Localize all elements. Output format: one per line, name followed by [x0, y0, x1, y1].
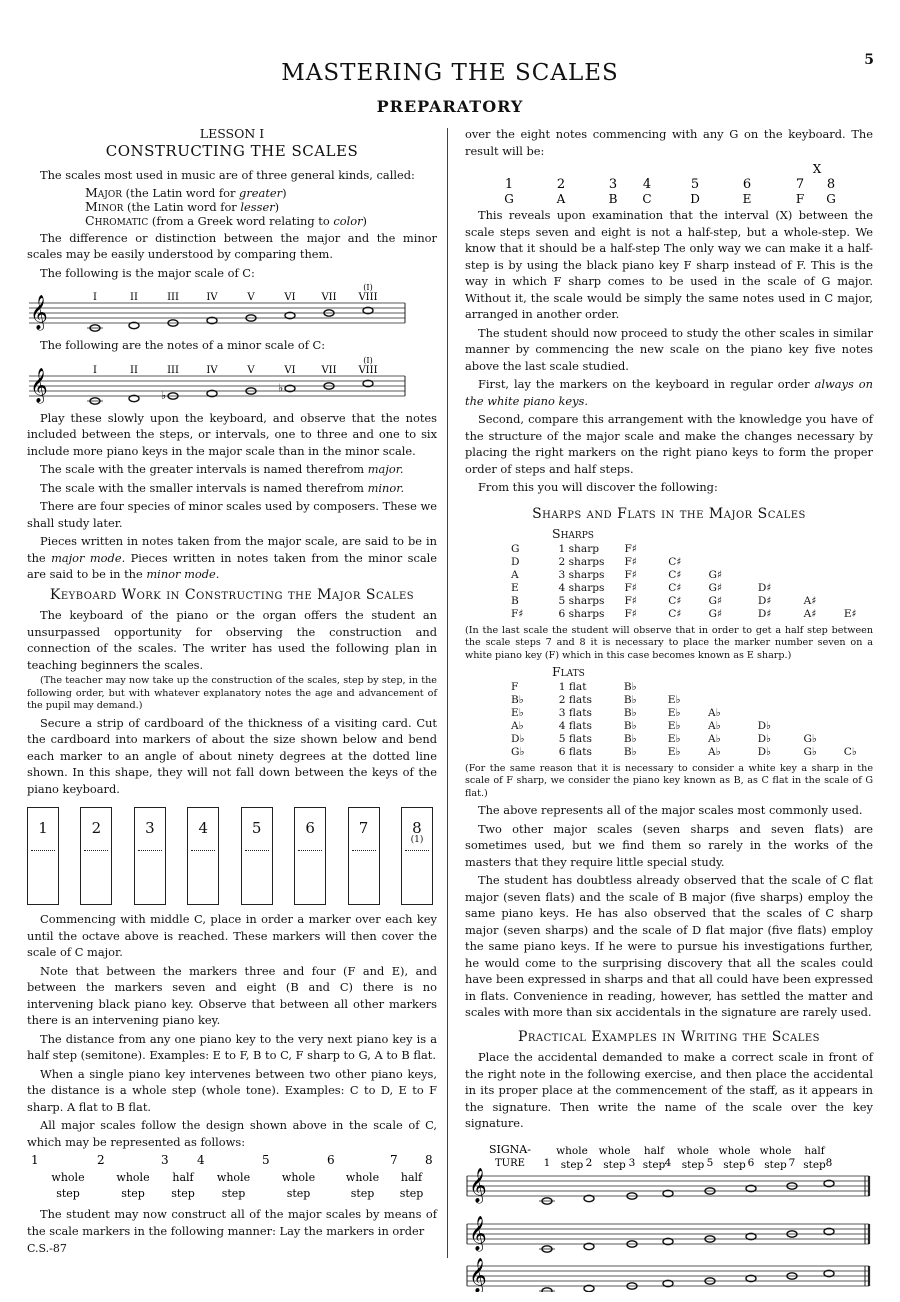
difference-paragraph: The difference or distinction between the major and the minor scales may be easily understood by comparing them. [27, 230, 437, 261]
g-scale-number: 4 [642, 177, 652, 192]
single-key-paragraph: When a single piano key intervenes between two other piano keys, the distance is a whole step (whole tone). Examples: C to D, E to F sharp. A flat to B flat. [27, 1066, 437, 1114]
sharps-label: Sharps [552, 526, 594, 541]
flat-icon: ♭ [161, 388, 167, 402]
flat-icon: ♭ [278, 381, 284, 394]
scale-marker: 1 [27, 807, 59, 905]
first-paragraph: First, lay the markers on the keyboard in regular order always on the white piano keys. [465, 377, 873, 408]
g-scale-note: G [504, 192, 514, 205]
design-step-word: step [171, 1187, 195, 1200]
pieces-paragraph: Pieces written in notes taken from the major scale, are said to be in the major mode. Pieces written in notes taken from the minor scale are said to be in the minor mode. [27, 534, 437, 581]
sharps-flats-heading: Sharps and Flats in the Major Scales [532, 505, 806, 522]
following-minor-paragraph: The following are the notes of a minor scale of C: [40, 338, 326, 352]
design-number: 1 [31, 1153, 39, 1167]
degree-label: I [93, 292, 97, 303]
treble-clef-icon: 𝄞 [469, 1215, 487, 1251]
flats-note: (For the same reason that it is necessary to consider a white key a sharp in the scale of F sharp, we consider the piano key known as B, as C flat in the scale of G flat.) [465, 762, 873, 799]
key-signature-row: F 1 flat B♭ [511, 680, 637, 693]
signature-label: TURE [495, 1157, 525, 1169]
g-scale-note: E [742, 192, 752, 205]
design-number: 3 [161, 1153, 169, 1167]
play-paragraph: Play these slowly upon the keyboard, and observe that the notes included between the steps, or intervals, one to three and one to six include more piano keys in the major scale than in the minor scale. [27, 410, 437, 458]
from-paragraph: From this you will discover the following: [478, 480, 718, 494]
note-paragraph: Note that between the markers three and four (F and E), and between the markers seven and eight (B and C) there is no intervening black piano key. Observe that between all other markers there is an intervening piano key. [27, 963, 437, 1027]
teacher-note: (The teacher may now take up the construction of the scales, step by step, in the following order, but with whatever explanatory notes the age and advancement of the pupil may demand.) [27, 675, 437, 711]
degree-label: III [167, 292, 179, 303]
exercise-step-word: half [804, 1144, 825, 1157]
scale-marker: 7 [348, 807, 380, 905]
secure-paragraph: Secure a strip of cardboard of the thickness of a visiting card. Cut the cardboard into markers of about the size shown below and bend each marker to an angle of about ninety degrees at the dotted line shown. In this shape, they will not fall down between the keys of the piano keyboard. [27, 715, 437, 796]
all-major-paragraph: All major scales follow the design shown above in the scale of C, which may be represented as follows: [27, 1118, 437, 1149]
design-number: 5 [262, 1153, 270, 1167]
second-paragraph: Second, compare this arrangement with the knowledge you have of the structure of the major scale and make the changes necessary by placing the right markers on the right piano keys to form the proper order of steps and half steps. [465, 412, 873, 476]
scale-markers [27, 807, 433, 905]
degree-label: IV [206, 292, 218, 303]
scale-marker: 3 [134, 807, 166, 905]
g-scale-note: F [795, 192, 805, 205]
page-number: 5 [864, 52, 874, 68]
treble-clef-icon: 𝄞 [30, 367, 48, 403]
design-step-word: whole [216, 1171, 251, 1184]
g-scale-number: 3 [608, 177, 618, 192]
scale-marker: 2 [80, 807, 112, 905]
viii-paren: (I) [363, 283, 373, 292]
scale-marker: 8 (1) [401, 807, 433, 905]
g-scale-number: 7 [795, 177, 805, 192]
exercise-step-word: step [764, 1158, 787, 1171]
above-paragraph: The above represents all of the major scales most commonly used. [478, 803, 863, 817]
key-signature-row: D 2 sharps F♯ C♯ [511, 555, 682, 568]
key-signature-row: E 4 sharps F♯ C♯ G♯ D♯ [511, 581, 772, 594]
design-step-word: whole [281, 1171, 316, 1184]
following-major-paragraph: The following is the major scale of C: [40, 265, 255, 280]
scale-kind-item: Chromatic (from a Greek word relating to color) [85, 212, 367, 228]
major-scale-staff [27, 283, 437, 335]
design-number: 7 [390, 1153, 398, 1167]
place-paragraph: Place the accidental demanded to make a correct scale in front of the right note in the following exercise, and then place the accidental in its proper place at the commencement of the staff, as it appears in the signature. Then write the name of the scale over the key signature. [465, 1050, 873, 1130]
g-scale-number: 1 [504, 177, 514, 192]
scale-kinds-list [85, 186, 437, 228]
key-signature-row: B 5 sharps F♯ C♯ G♯ D♯ A♯ [511, 594, 817, 607]
degree-label: VIII [358, 292, 378, 303]
g-scale-number: 8 [826, 177, 836, 192]
lesson-title: CONSTRUCTING THE SCALES [105, 141, 359, 160]
sharps-table [511, 543, 873, 621]
exercise-number: 6 [747, 1156, 755, 1169]
key-signature-row: B♭ 2 flats B♭ E♭ [511, 693, 681, 706]
right-column [465, 126, 873, 1292]
design-step-word: step [350, 1187, 375, 1200]
treble-clef-icon: 𝄞 [30, 295, 48, 330]
design-step-word: step [221, 1187, 246, 1200]
design-step-word: step [121, 1187, 145, 1200]
scale-kind-item: Major (the Latin word for greater) [85, 184, 287, 200]
intro-paragraph: The scales most used in music are of three general kinds, called: [40, 168, 415, 182]
key-signature-row: G♭ 6 flats B♭ E♭ A♭ D♭ G♭ C♭ [511, 745, 857, 758]
g-scale-note: D [690, 192, 700, 205]
keyboard-paragraph: The keyboard of the piano or the organ offers the student an unsurpassed opportunity for observing the construction and connection of the scales. The writer has used the following plan in teaching beginners the scales. [27, 608, 437, 672]
exercise-step-word: whole [718, 1144, 751, 1157]
design-number: 2 [97, 1153, 105, 1167]
exercise-number: 4 [664, 1156, 672, 1169]
g-scale-note: G [826, 192, 836, 205]
doubtless-paragraph: The student has doubtless already observed that the scale of C flat major (seven flats) and the scale of B major (five sharps) employ the same piano keys. He has also observed that the scales of C sharp major (seven sharps) and the scale of D flat major (five flats) employ the same piano keys. If he were to pursue his investigations further, he would come to the surprising discovery that all the scales could have been expressed in sharps and that all could have been expressed in flats. Convenience in reading, however, has settled the matter and scales with more than six accidentals in the signature are rarely used. [465, 873, 873, 1019]
page-subtitle: PREPARATORY [376, 97, 524, 116]
design-step-word: half [172, 1171, 194, 1184]
column-divider [447, 128, 448, 1258]
sharps-note: (In the last scale the student will observe that in order to get a half step between the scale steps 7 and 8 it is necessary to place the marker number seven on a white piano key (F) which in this case becomes known as E sharp.) [465, 624, 873, 661]
g-scale-note: A [556, 192, 566, 205]
exercise-number: 3 [628, 1156, 636, 1169]
design-step-word: whole [116, 1171, 150, 1184]
key-signature-row: A♭ 4 flats B♭ E♭ A♭ D♭ [511, 719, 772, 732]
design-number: 4 [197, 1153, 205, 1167]
practical-examples-heading: Practical Examples in Writing the Scales [517, 1028, 821, 1045]
page-title: MASTERING THE SCALES [281, 60, 619, 86]
exercise-step-word: step [803, 1158, 826, 1171]
major-design-diagram [27, 1152, 437, 1202]
interval-x-mark: X [812, 162, 822, 176]
design-step-word: step [56, 1187, 80, 1200]
g-scale-table [465, 161, 873, 205]
exercise-step-word: step [723, 1158, 746, 1171]
g-scale-note: B [608, 192, 618, 205]
construct-paragraph: The student may now construct all of the major scales by means of the scale markers in the following manner: Lay the markers in order [27, 1207, 437, 1238]
design-number: 8 [425, 1153, 433, 1167]
exercise-step-word: whole [598, 1144, 631, 1157]
g-scale-note: C [642, 192, 652, 205]
exercise-number: 2 [585, 1156, 593, 1169]
exercise-step-word: half [643, 1144, 665, 1157]
key-signature-row: G 1 sharp F♯ [511, 542, 637, 555]
smaller-paragraph: The scale with the smaller intervals is named therefrom minor. [40, 480, 405, 495]
two-scales-paragraph: Two other major scales (seven sharps and seven flats) are sometimes used, but we find them so rarely in the works of the masters that they require little special study. [465, 821, 873, 869]
degree-label: IV [206, 364, 218, 376]
over-paragraph: over the eight notes commencing with any G on the keyboard. The result will be: [465, 127, 873, 158]
degree-label: VI [284, 364, 296, 376]
degree-label: II [130, 364, 138, 376]
scale-marker: 4 [187, 807, 219, 905]
viii-paren: (I) [363, 355, 373, 365]
key-signature-row: A 3 sharps F♯ C♯ G♯ [511, 568, 723, 581]
exercise-step-word: whole [759, 1144, 792, 1157]
g-scale-number: 6 [742, 177, 752, 192]
lesson-label: LESSON I [199, 126, 265, 141]
reveals-paragraph: This reveals upon examination that the interval (X) between the scale steps seven and eight is not a half-step, but a whole-step. We know that it should be a half-step The only way we can make it a half-step is by using the black piano key F sharp instead of F. This is the way in which F sharp comes to be used in the scale of G major. Without it, the scale would be simply the same notes used in C major, arranged in another order. [465, 208, 873, 321]
greater-paragraph: The scale with the greater intervals is named therefrom major. [40, 462, 404, 476]
degree-label: V [247, 364, 255, 376]
exercise-number: 8 [825, 1156, 833, 1169]
design-step-word: half [400, 1171, 423, 1184]
scale-kind-item: Minor (the Latin word for lesser) [85, 198, 280, 214]
scale-marker: 5 [241, 807, 273, 905]
footer-code: C.S.-87 [27, 1242, 67, 1255]
degree-label: V [247, 292, 255, 303]
degree-label: I [93, 364, 97, 376]
keyboard-work-heading: Keyboard Work in Constructing the Major Scales [49, 586, 415, 603]
exercise-number: 5 [706, 1156, 714, 1169]
flats-label: Flats [552, 664, 585, 679]
degree-label: VII [321, 364, 337, 376]
key-signature-row: F♯ 6 sharps F♯ C♯ G♯ D♯ A♯ E♯ [511, 607, 857, 620]
exercise-step-word: whole [677, 1144, 709, 1157]
exercise-step-word: step [681, 1158, 705, 1171]
four-species-paragraph: There are four species of minor scales used by composers. These we shall study later. [27, 499, 437, 530]
design-step-word: whole [345, 1171, 380, 1184]
exercise-staves [465, 1142, 873, 1292]
degree-label: II [130, 292, 138, 303]
scale-marker: 6 [294, 807, 326, 905]
minor-scale-staff [27, 356, 437, 408]
design-step-word: step [286, 1187, 311, 1200]
distance-paragraph: The distance from any one piano key to the very next piano key is a half step (semitone). Examples: E to F, B to C, F sharp to G, A to B flat. [27, 1031, 437, 1062]
exercise-step-word: step [603, 1158, 626, 1171]
g-scale-number: 2 [556, 177, 566, 192]
degree-label: III [167, 364, 179, 376]
flats-table [511, 681, 873, 759]
commencing-paragraph: Commencing with middle C, place in order a marker over each key until the octave above is reached. These markers will then cover the scale of C major. [27, 912, 437, 959]
degree-label: VIII [358, 364, 378, 376]
signature-label: SIGNA- [489, 1142, 531, 1156]
g-scale-number: 5 [690, 177, 700, 192]
left-column [27, 126, 437, 1258]
exercise-step-word: step [560, 1158, 584, 1171]
design-step-word: step [399, 1187, 424, 1200]
exercise-step-word: step [642, 1158, 666, 1171]
treble-clef-icon: 𝄞 [469, 1167, 487, 1203]
exercise-step-word: whole [556, 1144, 588, 1157]
degree-label: VI [284, 292, 296, 303]
exercise-number: 1 [543, 1156, 551, 1169]
exercise-number: 7 [788, 1156, 796, 1169]
treble-clef-icon: 𝄞 [469, 1257, 487, 1292]
design-number: 6 [327, 1153, 335, 1167]
design-step-word: whole [51, 1171, 85, 1184]
degree-label: VII [321, 292, 337, 303]
key-signature-row: D♭ 5 flats B♭ E♭ A♭ D♭ G♭ [511, 732, 817, 745]
key-signature-row: E♭ 3 flats B♭ E♭ A♭ [511, 706, 721, 719]
proceed-paragraph: The student should now proceed to study the other scales in similar manner by commencing the new scale on the piano key five notes above the last scale studied. [465, 325, 873, 373]
